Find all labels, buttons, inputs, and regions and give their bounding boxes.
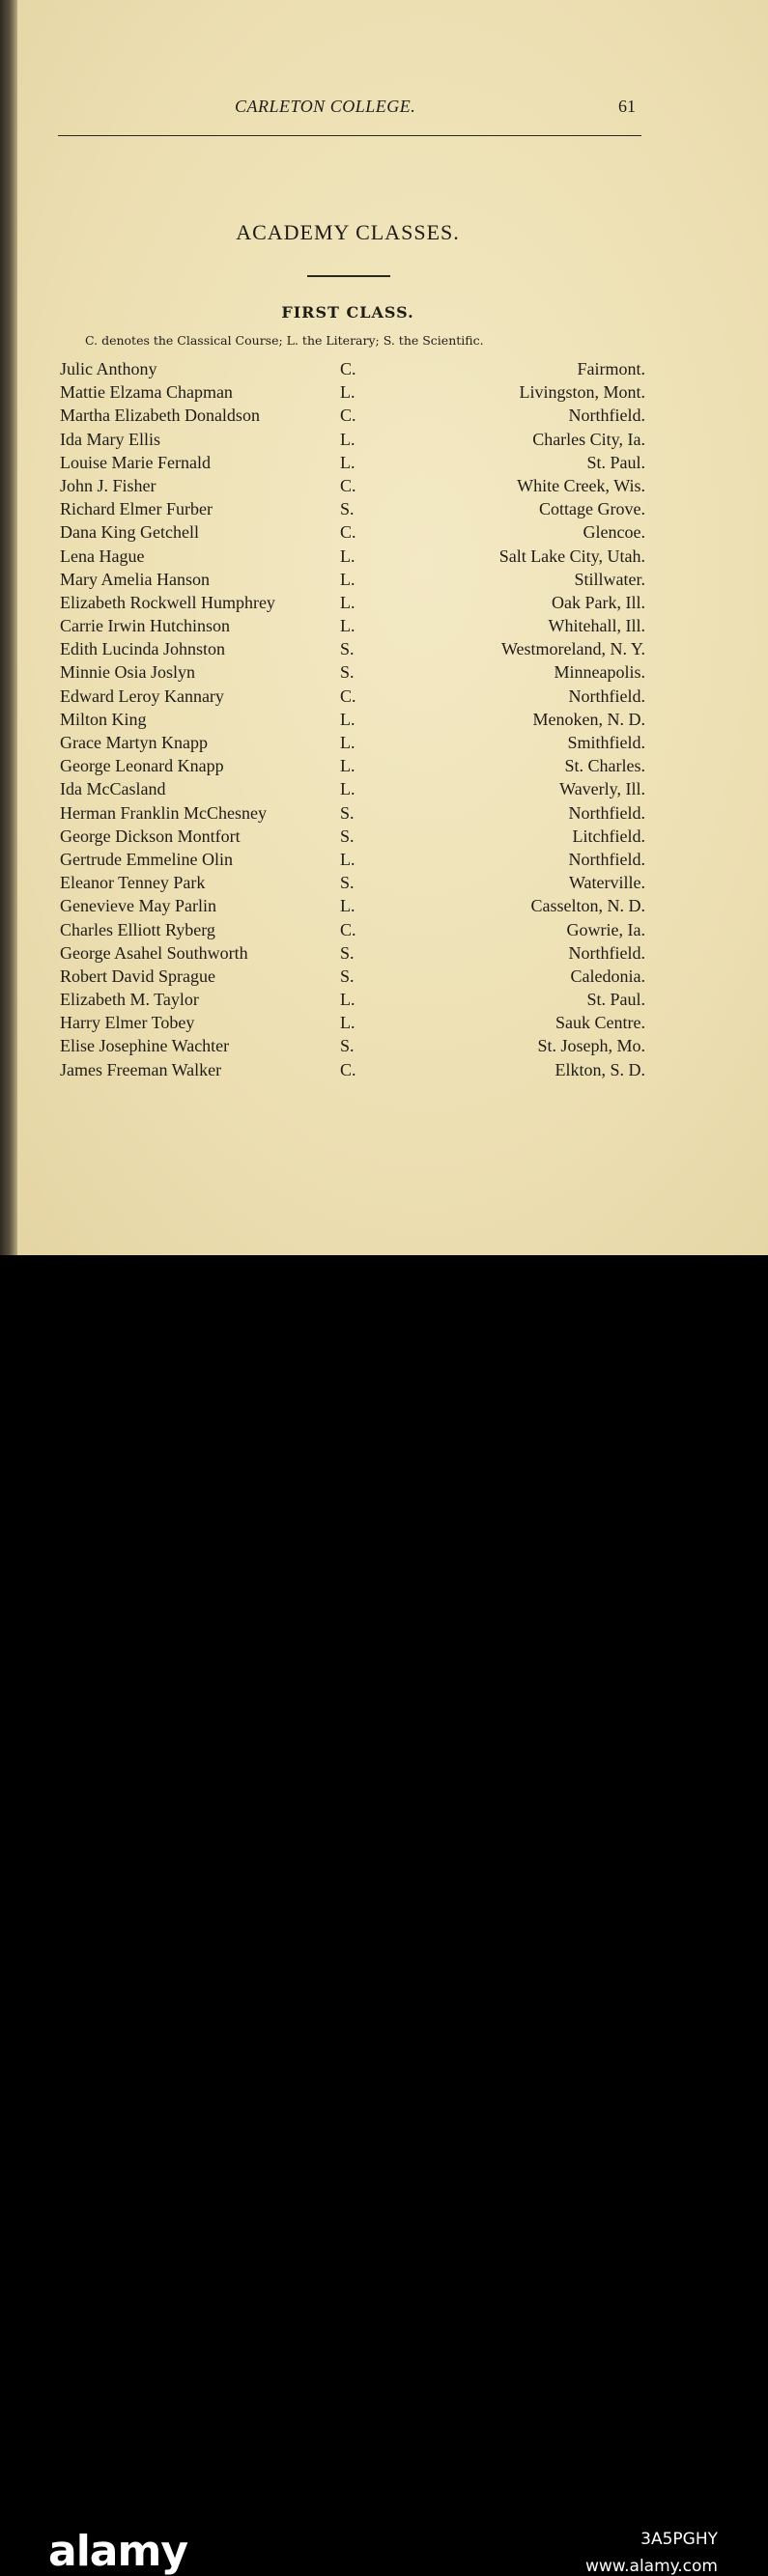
student-name: Herman Franklin McChesney <box>60 802 267 823</box>
course-code: S. <box>340 942 355 963</box>
student-name: Milton King <box>60 709 147 729</box>
course-code: S. <box>340 966 355 986</box>
student-name: Richard Elmer Furber <box>60 499 213 519</box>
student-name: Lena Hague <box>60 546 145 566</box>
student-name: Elizabeth M. Taylor <box>60 990 199 1010</box>
student-row <box>0 476 768 499</box>
course-code: C. <box>340 359 356 378</box>
student-row <box>0 593 768 616</box>
watermark-footer <box>0 1255 768 2576</box>
hometown: St. Joseph, Mo. <box>537 1036 645 1056</box>
student-name: George Asahel Southworth <box>60 942 248 963</box>
hometown: Waterville. <box>568 873 645 893</box>
hometown: Salt Lake City, Utah. <box>498 546 645 566</box>
book-page <box>0 0 768 1255</box>
hometown: Northfield. <box>568 802 645 823</box>
course-code: L. <box>340 616 356 636</box>
student-name: Harry Elmer Tobey <box>60 1013 195 1033</box>
hometown: White Creek, Wis. <box>517 475 645 495</box>
course-code: L. <box>340 709 356 729</box>
student-name: Ida McCasland <box>60 779 166 799</box>
page-number: 61 <box>618 97 636 116</box>
hometown: Cottage Grove. <box>539 499 645 519</box>
student-name: James Freeman Walker <box>60 1059 222 1079</box>
student-row <box>0 359 768 382</box>
hometown: Smithfield. <box>567 733 645 752</box>
course-code: L. <box>340 592 356 612</box>
student-row <box>0 406 768 429</box>
student-row <box>0 662 768 686</box>
course-code: C. <box>340 919 356 939</box>
student-name: George Leonard Knapp <box>60 756 224 776</box>
hometown: Caledonia. <box>570 966 645 986</box>
student-name: Louise Marie Fernald <box>60 452 211 472</box>
course-code: L. <box>340 990 356 1010</box>
hometown: Sauk Centre. <box>555 1013 645 1033</box>
student-name: Elizabeth Rockwell Humphrey <box>60 592 275 612</box>
student-name: George Dickson Montfort <box>60 826 241 846</box>
student-name: Grace Martyn Knapp <box>60 733 208 752</box>
hometown: Oak Park, Ill. <box>552 592 645 612</box>
hometown: Menoken, N. D. <box>532 709 645 729</box>
student-row <box>0 733 768 756</box>
course-code: L. <box>340 756 356 776</box>
course-code: S. <box>340 873 355 893</box>
student-row <box>0 990 768 1013</box>
hometown: Litchfield. <box>572 826 645 846</box>
student-row <box>0 499 768 522</box>
hometown: Stillwater. <box>574 569 645 589</box>
hometown: St. Charles. <box>564 756 645 776</box>
course-code: C. <box>340 475 356 495</box>
course-code: L. <box>340 452 356 472</box>
alamy-logo: alamy <box>48 2527 187 2576</box>
site-url: www.alamy.com <box>584 2557 718 2576</box>
student-row <box>0 686 768 710</box>
student-name: Gertrude Emmeline Olin <box>60 849 233 869</box>
student-row <box>0 826 768 850</box>
student-row <box>0 382 768 406</box>
course-code: L. <box>340 849 356 869</box>
hometown: Charles City, Ia. <box>532 429 645 449</box>
course-code: L. <box>340 429 356 449</box>
image-id: 3A5PGHY <box>640 2530 718 2549</box>
student-name: Minnie Osia Joslyn <box>60 662 196 683</box>
hometown: Whitehall, Ill. <box>548 616 645 636</box>
course-code: S. <box>340 662 355 683</box>
course-code: L. <box>340 1013 356 1033</box>
student-row <box>0 546 768 570</box>
student-name: Dana King Getchell <box>60 522 199 543</box>
student-name: Martha Elizabeth Donaldson <box>60 406 260 426</box>
student-row <box>0 1060 768 1083</box>
student-name: Julic Anthony <box>60 359 157 378</box>
course-code: C. <box>340 406 356 426</box>
student-row <box>0 710 768 733</box>
class-title: FIRST CLASS. <box>281 303 414 322</box>
section-divider <box>307 275 390 277</box>
student-name: Charles Elliott Ryberg <box>60 919 215 939</box>
student-row <box>0 779 768 802</box>
student-name: Mary Amelia Hanson <box>60 569 210 589</box>
course-legend: C. denotes the Classical Course; L. the Literary; S. the Scientific. <box>85 333 484 348</box>
course-code: C. <box>340 522 356 543</box>
student-row <box>0 803 768 826</box>
hometown: Northfield. <box>568 849 645 869</box>
student-name: John J. Fisher <box>60 475 156 495</box>
student-row <box>0 920 768 943</box>
student-row <box>0 1013 768 1036</box>
student-row <box>0 756 768 779</box>
student-row <box>0 453 768 476</box>
hometown: Westmoreland, N. Y. <box>500 639 645 659</box>
student-row <box>0 850 768 873</box>
section-title: ACADEMY CLASSES. <box>236 220 460 244</box>
hometown: St. Paul. <box>586 990 645 1010</box>
header-rule <box>58 135 641 136</box>
student-name: Eleanor Tenney Park <box>60 873 206 893</box>
course-code: S. <box>340 802 355 823</box>
student-name: Robert David Sprague <box>60 966 215 986</box>
course-code: C. <box>340 686 356 706</box>
hometown: Casselton, N. D. <box>530 896 645 916</box>
course-code: S. <box>340 639 355 659</box>
hometown: Northfield. <box>568 406 645 426</box>
course-code: L. <box>340 733 356 752</box>
student-row <box>0 616 768 639</box>
student-row <box>0 873 768 896</box>
hometown: Minneapolis. <box>554 662 645 683</box>
student-row <box>0 639 768 662</box>
student-row <box>0 943 768 966</box>
course-code: L. <box>340 896 356 916</box>
course-code: L. <box>340 779 356 799</box>
course-code: S. <box>340 1036 355 1056</box>
student-name: Mattie Elzama Chapman <box>60 382 233 403</box>
hometown: Northfield. <box>568 942 645 963</box>
course-code: L. <box>340 382 356 403</box>
hometown: Fairmont. <box>577 359 645 378</box>
course-code: L. <box>340 569 356 589</box>
student-name: Ida Mary Ellis <box>60 429 160 449</box>
student-row <box>0 522 768 546</box>
student-row <box>0 896 768 919</box>
course-code: L. <box>340 546 356 566</box>
course-code: S. <box>340 499 355 519</box>
student-name: Genevieve May Parlin <box>60 896 216 916</box>
hometown: Livingston, Mont. <box>519 382 645 403</box>
student-name: Edward Leroy Kannary <box>60 686 224 706</box>
hometown: Northfield. <box>568 686 645 706</box>
hometown: Waverly, Ill. <box>559 779 645 799</box>
student-row <box>0 430 768 453</box>
student-roster <box>0 359 768 1083</box>
running-head: CARLETON COLLEGE. <box>235 97 416 116</box>
student-row <box>0 966 768 990</box>
hometown: Gowrie, Ia. <box>566 919 645 939</box>
hometown: St. Paul. <box>586 452 645 472</box>
course-code: C. <box>340 1059 356 1079</box>
student-row <box>0 570 768 593</box>
student-name: Carrie Irwin Hutchinson <box>60 616 230 636</box>
course-code: S. <box>340 826 355 846</box>
hometown: Glencoe. <box>583 522 645 543</box>
student-name: Edith Lucinda Johnston <box>60 639 225 659</box>
hometown: Elkton, S. D. <box>555 1059 645 1079</box>
student-name: Elise Josephine Wachter <box>60 1036 230 1056</box>
student-row <box>0 1036 768 1059</box>
